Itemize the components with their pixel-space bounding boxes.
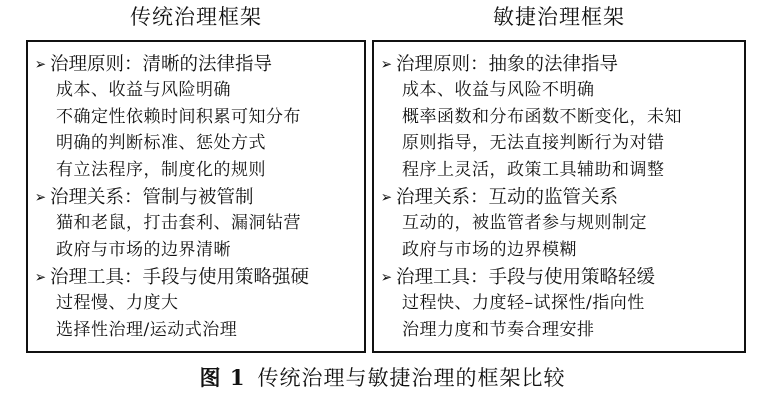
arrowhead-bullet-icon: ➢ [34,55,47,73]
arrowhead-bullet-icon: ➢ [380,268,393,286]
list-item: 成本、收益与风险不明确 [402,80,595,100]
arrowhead-bullet-icon: ➢ [380,188,393,206]
arrowhead-bullet-icon: ➢ [34,188,47,206]
caption-text: 传统治理与敏捷治理的框架比较 [257,366,566,390]
list-item: 政府与市场的边界模糊 [402,239,577,260]
section-tools [380,265,738,343]
framework-box [26,40,366,353]
list-item: 政府与市场的边界清晰 [56,239,231,260]
agile-governance-column [372,0,746,340]
section-heading: 治理关系：管制与被管制 [50,187,254,208]
list-item: 选择性治理/运动式治理 [56,319,238,340]
list-item: 猫和老鼠，打击套利、漏洞钻营 [56,213,301,233]
list-item: 治理力度和节奏合理安排 [402,319,595,340]
column-title: 敏捷治理框架 [493,5,625,29]
list-item: 过程快、力度轻–试探性/指向性 [402,293,645,313]
section-relations [380,185,738,263]
list-item: 原则指导，无法直接判断行为对错 [402,133,665,153]
section-heading: 治理工具：手段与使用策略强硬 [50,267,310,288]
column-title: 传统治理框架 [130,5,262,29]
framework-box [372,40,746,353]
arrowhead-bullet-icon: ➢ [380,55,393,73]
list-item: 明确的判断标准、惩处方式 [56,133,266,153]
figure-number: 图 1 [199,365,246,390]
section-heading: 治理原则：抽象的法律指导 [396,54,619,75]
list-item: 过程慢、力度大 [56,293,179,313]
section-relations [34,185,358,263]
traditional-governance-column [26,0,366,340]
list-item: 程序上灵活，政策工具辅助和调整 [402,159,665,180]
section-principles [380,52,738,183]
list-item: 有立法程序，制度化的规则 [56,159,266,180]
section-heading: 治理原则：清晰的法律指导 [50,54,273,75]
list-item: 成本、收益与风险明确 [56,80,231,100]
section-heading: 治理关系：互动的监管关系 [396,187,619,208]
list-item: 不确定性依赖时间积累可知分布 [56,106,301,127]
section-tools [34,265,358,343]
figure-caption [0,362,765,392]
section-principles [34,52,358,183]
arrowhead-bullet-icon: ➢ [34,268,47,286]
list-item: 概率函数和分布函数不断变化，未知 [402,106,682,127]
section-heading: 治理工具：手段与使用策略轻缓 [396,267,656,288]
list-item: 互动的，被监管者参与规则制定 [402,213,647,233]
